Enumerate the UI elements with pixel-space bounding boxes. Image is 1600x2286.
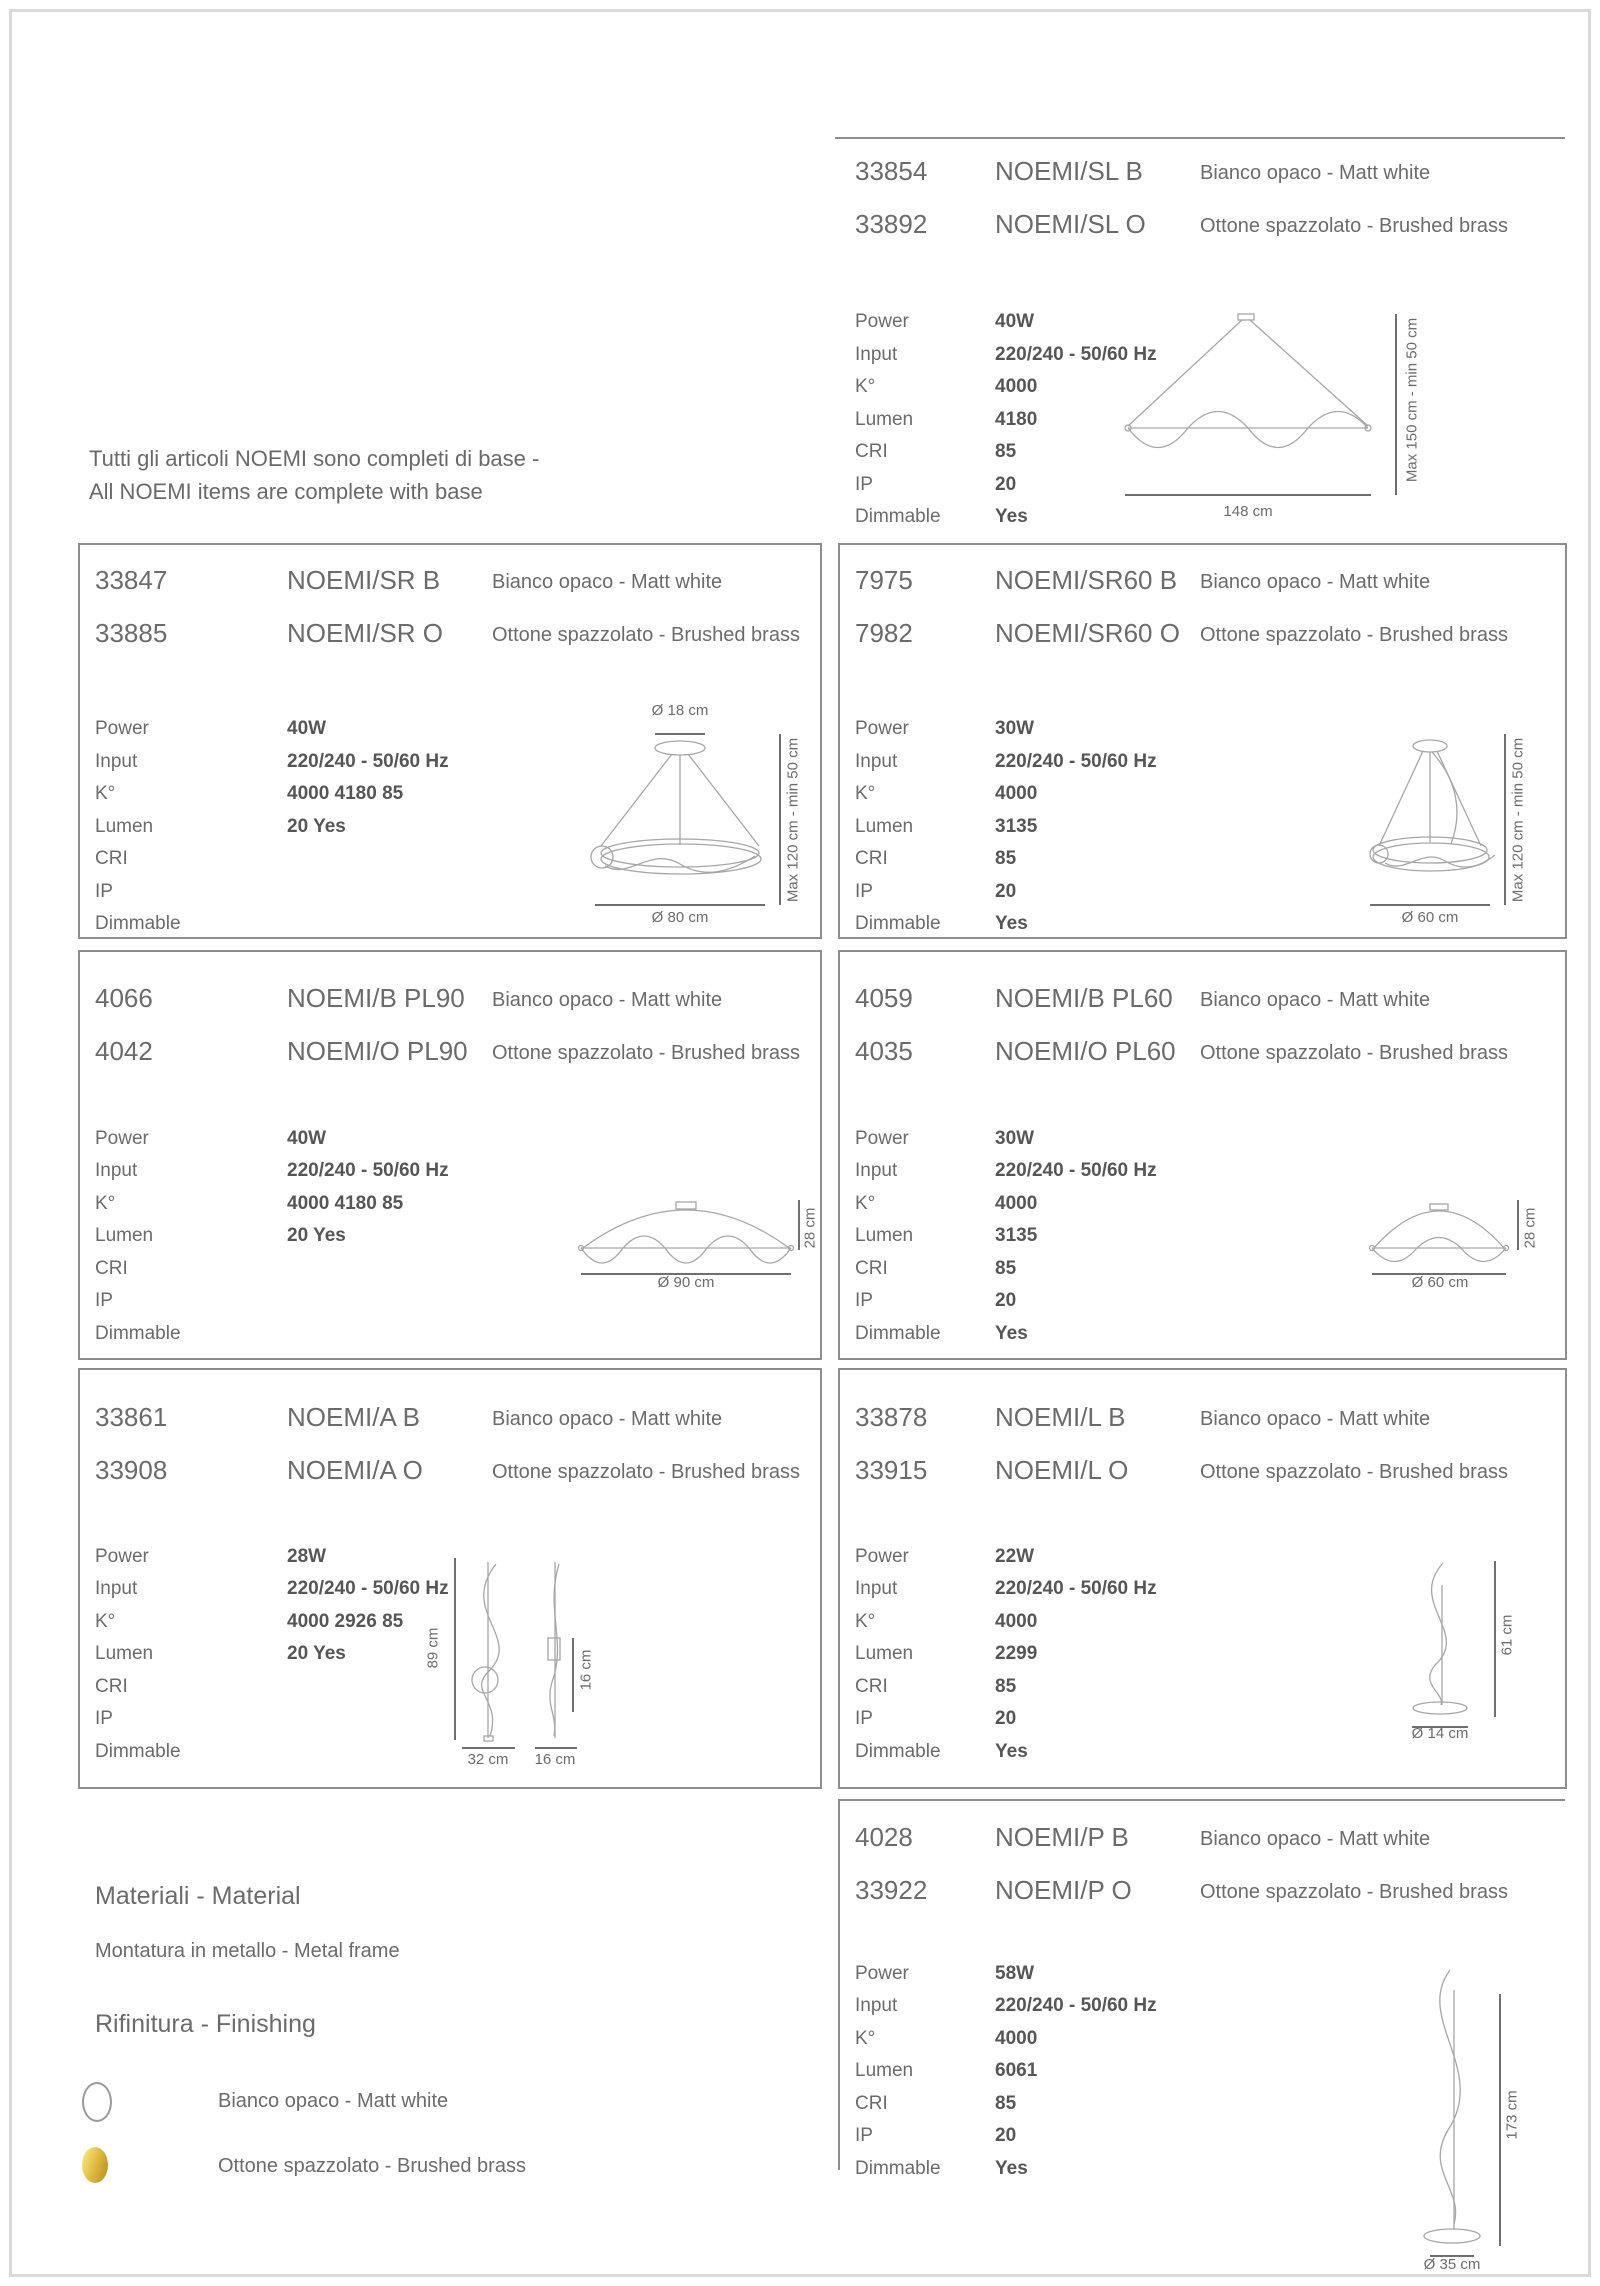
pl90-bottom-dim-label: Ø 90 cm	[657, 1274, 715, 1291]
p-value-power: 58W	[995, 1963, 1035, 1984]
sr-value-input: 220/240 - 50/60 Hz	[287, 751, 449, 772]
spec-label-power: Power	[95, 718, 149, 739]
sr-height-dim-label: Max 120 cm - min 50 cm	[784, 737, 802, 903]
spec-label-power: Power	[855, 1546, 909, 1567]
spec-label-lumen: Lumen	[855, 1643, 914, 1664]
a-name-1: NOEMI/A B	[287, 1402, 420, 1432]
sr60-bottom-dim-label: Ø 60 cm	[1401, 909, 1459, 926]
sl-height-dim-label: Max 150 cm - min 50 cm	[1403, 317, 1421, 483]
l-code-2: 33915	[855, 1455, 928, 1485]
spec-label-power: Power	[855, 718, 909, 739]
sl-finish-2: Ottone spazzolato - Brushed brass	[1200, 215, 1508, 237]
pl90-code-1: 4066	[95, 983, 153, 1013]
p-value-dimmable: Yes	[995, 2158, 1028, 2179]
spec-label-dimmable: Dimmable	[855, 506, 941, 527]
sr60-pendant-drawing	[1365, 700, 1515, 925]
pl90-finish-1: Bianco opaco - Matt white	[492, 989, 723, 1011]
a-depth-dim-label: 16 cm	[577, 1649, 595, 1691]
spec-label-input: Input	[95, 1160, 138, 1181]
pl60-value-ip: 20	[995, 1290, 1017, 1311]
pl60-name-1: NOEMI/B PL60	[995, 983, 1173, 1013]
spec-label-dimmable: Dimmable	[855, 1323, 941, 1344]
spec-label-k: K°	[855, 376, 876, 397]
sl-value-k: 4000	[995, 376, 1038, 397]
spec-label-ip: IP	[855, 881, 873, 902]
a-side-width-dim-label: 16 cm	[534, 1751, 576, 1768]
materials-frame: Montatura in metallo - Metal frame	[95, 1940, 400, 1962]
spec-label-ip: IP	[855, 1708, 873, 1729]
p-base-dim-label: Ø 35 cm	[1423, 2256, 1481, 2273]
spec-label-power: Power	[855, 1963, 909, 1984]
spec-label-lumen: Lumen	[855, 409, 914, 430]
sr60-value-ip: 20	[995, 881, 1017, 902]
spec-label-cri: CRI	[95, 1676, 128, 1697]
sr60-value-cri: 85	[995, 848, 1017, 869]
pl90-code-2: 4042	[95, 1036, 153, 1066]
spec-label-input: Input	[95, 751, 138, 772]
sr60-name-1: NOEMI/SR60 B	[995, 565, 1178, 595]
sr-bottom-dim-label: Ø 80 cm	[651, 909, 709, 926]
sl-value-power: 40W	[995, 311, 1035, 332]
spec-label-ip: IP	[855, 474, 873, 495]
spec-label-input: Input	[855, 1578, 898, 1599]
spec-label-dimmable: Dimmable	[95, 913, 181, 934]
l-value-lumen: 2299	[995, 1643, 1038, 1664]
brushed-brass-label: Ottone spazzolato - Brushed brass	[218, 2155, 526, 2177]
intro-line-2: All NOEMI items are complete with base	[89, 479, 483, 504]
spec-label-cri: CRI	[95, 1258, 128, 1279]
sl-finish-1: Bianco opaco - Matt white	[1200, 162, 1431, 184]
pl60-name-2: NOEMI/O PL60	[995, 1036, 1176, 1066]
a-code-1: 33861	[95, 1402, 168, 1432]
spec-label-ip: IP	[95, 1290, 113, 1311]
a-value-input: 220/240 - 50/60 Hz	[287, 1578, 449, 1599]
spec-label-dimmable: Dimmable	[95, 1741, 181, 1762]
l-value-dimmable: Yes	[995, 1741, 1028, 1762]
sr60-value-lumen: 3135	[995, 816, 1038, 837]
sl-value-dimmable: Yes	[995, 506, 1028, 527]
a-value-lumen: 20 Yes	[287, 1643, 346, 1664]
sr60-value-power: 30W	[995, 718, 1035, 739]
materials-title: Materiali - Material	[95, 1882, 301, 1910]
spec-label-k: K°	[855, 1611, 876, 1632]
spec-label-power: Power	[855, 1128, 909, 1149]
spec-label-dimmable: Dimmable	[95, 1323, 181, 1344]
p-height-dim-label: 173 cm	[1503, 2090, 1521, 2140]
sr-value-k: 4000 4180 85	[287, 783, 404, 804]
l-height-dim-label: 61 cm	[1498, 1614, 1516, 1656]
spec-label-power: Power	[855, 311, 909, 332]
l-value-ip: 20	[995, 1708, 1017, 1729]
p-name-2: NOEMI/P O	[995, 1875, 1132, 1905]
spec-label-dimmable: Dimmable	[855, 1741, 941, 1762]
pl60-value-lumen: 3135	[995, 1225, 1038, 1246]
sr-name-1: NOEMI/SR B	[287, 565, 441, 595]
sl-width-dim-label: 148 cm	[1223, 503, 1273, 520]
a-value-k: 4000 2926 85	[287, 1611, 404, 1632]
spec-label-lumen: Lumen	[95, 1225, 154, 1246]
spec-label-input: Input	[855, 1995, 898, 2016]
spec-label-cri: CRI	[855, 2093, 888, 2114]
matt-white-label: Bianco opaco - Matt white	[218, 2090, 449, 2112]
spec-label-cri: CRI	[855, 441, 888, 462]
p-value-lumen: 6061	[995, 2060, 1038, 2081]
sl-code-1: 33854	[855, 156, 928, 186]
spec-label-k: K°	[855, 2028, 876, 2049]
p-left-rule	[838, 1799, 840, 2170]
pl60-finish-2: Ottone spazzolato - Brushed brass	[1200, 1042, 1508, 1064]
a-name-2: NOEMI/A O	[287, 1455, 423, 1485]
sr-finish-2: Ottone spazzolato - Brushed brass	[492, 624, 800, 646]
intro-line-1: Tutti gli articoli NOEMI sono completi di base -	[89, 446, 540, 471]
p-value-ip: 20	[995, 2125, 1017, 2146]
spec-label-ip: IP	[855, 2125, 873, 2146]
pl60-code-1: 4059	[855, 983, 913, 1013]
spec-label-k: K°	[855, 1193, 876, 1214]
a-finish-1: Bianco opaco - Matt white	[492, 1408, 723, 1430]
a-finish-2: Ottone spazzolato - Brushed brass	[492, 1461, 800, 1483]
a-code-2: 33908	[95, 1455, 168, 1485]
l-base-dim-label: Ø 14 cm	[1411, 1725, 1469, 1742]
pl60-value-input: 220/240 - 50/60 Hz	[995, 1160, 1157, 1181]
pl90-value-power: 40W	[287, 1128, 327, 1149]
spec-label-k: K°	[95, 783, 116, 804]
pl60-value-k: 4000	[995, 1193, 1038, 1214]
spec-label-input: Input	[855, 1160, 898, 1181]
sl-value-input: 220/240 - 50/60 Hz	[995, 344, 1157, 365]
spec-label-cri: CRI	[855, 1258, 888, 1279]
pl90-name-1: NOEMI/B PL90	[287, 983, 465, 1013]
a-value-power: 28W	[287, 1546, 327, 1567]
spec-label-k: K°	[95, 1611, 116, 1632]
pl90-height-dim-label: 28 cm	[801, 1207, 819, 1249]
sr60-name-2: NOEMI/SR60 O	[995, 618, 1180, 648]
spec-label-lumen: Lumen	[855, 1225, 914, 1246]
a-height-dim-label: 89 cm	[424, 1627, 442, 1669]
spec-label-input: Input	[855, 344, 898, 365]
sr60-finish-1: Bianco opaco - Matt white	[1200, 571, 1431, 593]
sl-code-2: 33892	[855, 209, 928, 239]
p-top-rule	[838, 1799, 1565, 1801]
pl60-value-power: 30W	[995, 1128, 1035, 1149]
p-value-k: 4000	[995, 2028, 1038, 2049]
pl60-finish-1: Bianco opaco - Matt white	[1200, 989, 1431, 1011]
a-width-dim-label: 32 cm	[467, 1751, 509, 1768]
sl-value-ip: 20	[995, 474, 1017, 495]
pl90-name-2: NOEMI/O PL90	[287, 1036, 468, 1066]
pl60-height-dim-label: 28 cm	[1521, 1207, 1539, 1249]
sr60-height-dim-label: Max 120 cm - min 50 cm	[1509, 737, 1527, 903]
sr-code-1: 33847	[95, 565, 168, 595]
pl90-value-input: 220/240 - 50/60 Hz	[287, 1160, 449, 1181]
sr-finish-1: Bianco opaco - Matt white	[492, 571, 723, 593]
p-value-input: 220/240 - 50/60 Hz	[995, 1995, 1157, 2016]
pl90-finish-2: Ottone spazzolato - Brushed brass	[492, 1042, 800, 1064]
sr60-value-input: 220/240 - 50/60 Hz	[995, 751, 1157, 772]
l-code-1: 33878	[855, 1402, 928, 1432]
spec-label-ip: IP	[95, 1708, 113, 1729]
pl90-value-k: 4000 4180 85	[287, 1193, 404, 1214]
spec-label-power: Power	[95, 1128, 149, 1149]
spec-label-power: Power	[95, 1546, 149, 1567]
sr-pendant-drawing	[575, 700, 805, 925]
p-value-cri: 85	[995, 2093, 1017, 2114]
l-value-power: 22W	[995, 1546, 1035, 1567]
matt-white-swatch	[82, 2082, 112, 2122]
sl-value-lumen: 4180	[995, 409, 1038, 430]
sr60-code-1: 7975	[855, 565, 913, 595]
spec-label-k: K°	[95, 1193, 116, 1214]
spec-label-ip: IP	[855, 1290, 873, 1311]
l-value-cri: 85	[995, 1676, 1017, 1697]
spec-label-cri: CRI	[95, 848, 128, 869]
sl-name-1: NOEMI/SL B	[995, 156, 1143, 186]
l-name-1: NOEMI/L B	[995, 1402, 1126, 1432]
sr60-code-2: 7982	[855, 618, 913, 648]
pl90-ceiling-drawing	[575, 1188, 810, 1283]
spec-label-input: Input	[855, 751, 898, 772]
sr-name-2: NOEMI/SR O	[287, 618, 444, 648]
sl-value-cri: 85	[995, 441, 1017, 462]
sr-code-2: 33885	[95, 618, 168, 648]
spec-label-cri: CRI	[855, 848, 888, 869]
a-wall-lamp-drawing	[440, 1550, 600, 1755]
sr-value-lumen: 20 Yes	[287, 816, 346, 837]
spec-label-dimmable: Dimmable	[855, 2158, 941, 2179]
spec-label-lumen: Lumen	[855, 816, 914, 837]
pl60-code-2: 4035	[855, 1036, 913, 1066]
p-name-1: NOEMI/P B	[995, 1822, 1129, 1852]
spec-label-lumen: Lumen	[95, 816, 154, 837]
sr-top-dim-label: Ø 18 cm	[651, 702, 709, 719]
sr60-value-k: 4000	[995, 783, 1038, 804]
pl60-ceiling-drawing	[1368, 1188, 1528, 1283]
spec-label-cri: CRI	[855, 1676, 888, 1697]
l-table-lamp-drawing	[1395, 1555, 1510, 1735]
pl90-value-lumen: 20 Yes	[287, 1225, 346, 1246]
l-finish-1: Bianco opaco - Matt white	[1200, 1408, 1431, 1430]
sr60-finish-2: Ottone spazzolato - Brushed brass	[1200, 624, 1508, 646]
pl60-value-cri: 85	[995, 1258, 1017, 1279]
l-finish-2: Ottone spazzolato - Brushed brass	[1200, 1461, 1508, 1483]
p-code-2: 33922	[855, 1875, 928, 1905]
p-finish-2: Ottone spazzolato - Brushed brass	[1200, 1881, 1508, 1903]
l-name-2: NOEMI/L O	[995, 1455, 1129, 1485]
sr60-value-dimmable: Yes	[995, 913, 1028, 934]
spec-label-input: Input	[95, 1578, 138, 1599]
spec-label-dimmable: Dimmable	[855, 913, 941, 934]
spec-label-lumen: Lumen	[855, 2060, 914, 2081]
p-code-1: 4028	[855, 1822, 913, 1852]
brushed-brass-swatch	[82, 2147, 108, 2183]
pl60-value-dimmable: Yes	[995, 1323, 1028, 1344]
spec-label-k: K°	[855, 783, 876, 804]
finishing-title: Rifinitura - Finishing	[95, 2010, 316, 2038]
sr-value-power: 40W	[287, 718, 327, 739]
pl60-bottom-dim-label: Ø 60 cm	[1411, 1274, 1469, 1291]
sl-name-2: NOEMI/SL O	[995, 209, 1146, 239]
l-value-input: 220/240 - 50/60 Hz	[995, 1578, 1157, 1599]
spec-label-ip: IP	[95, 881, 113, 902]
spec-label-lumen: Lumen	[95, 1643, 154, 1664]
l-value-k: 4000	[995, 1611, 1038, 1632]
p-finish-1: Bianco opaco - Matt white	[1200, 1828, 1431, 1850]
sl-top-rule	[835, 137, 1565, 139]
